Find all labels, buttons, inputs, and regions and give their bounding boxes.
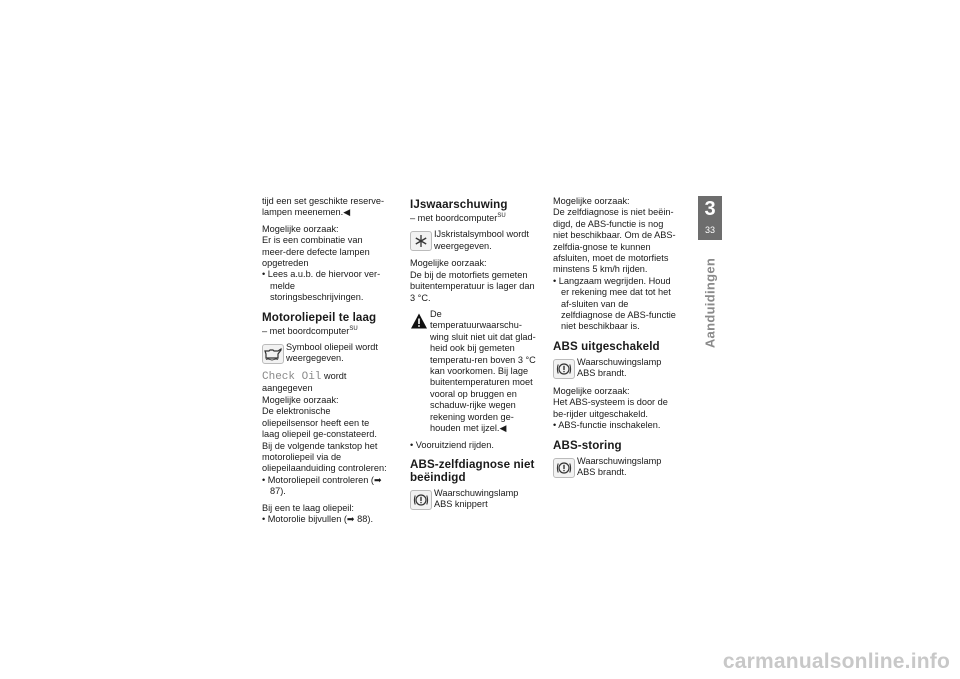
heading-abs-selfdiagnosis: ABS-zelfdiagnose niet beëindigd: [410, 457, 535, 484]
snowflake-icon: [410, 231, 432, 251]
heading-ice-warning: IJswaarschuwing: [410, 198, 508, 211]
column-1: [262, 196, 388, 530]
chapter-tab: [698, 196, 722, 240]
abs-icon-row: [553, 456, 679, 480]
section-label: Aanduidingen: [702, 257, 718, 349]
bullet-item: • Langzaam wegrijden. Houd er rekening mee dat tot het af-sluiten van de zelfdiagnose de ABS-functie niet beschikbaar is.: [553, 275, 676, 332]
page-number: 33: [704, 225, 715, 235]
cause-label: Mogelijke oorzaak:: [553, 196, 630, 206]
ice-icon-row: [410, 229, 536, 253]
heading-abs-disabled: ABS uitgeschakeld: [553, 339, 660, 353]
cause-text: De zelfdiagnose is niet beëin-digd, de ABS-functie is nog niet beschikbaar. Om de ABS-zelfdia-gnose te kunnen afsluiten, moet de motorfiets minstens 5 km/h rijden.: [553, 207, 676, 275]
abs-icon-row: [410, 488, 536, 512]
cause-text: Er is een combinatie van meer-dere defecte lampen opgetreden: [262, 235, 370, 269]
bullet-item: • Vooruitziend rijden.: [410, 439, 494, 450]
abs-warning-icon: [410, 490, 432, 510]
abs-icon-row: [553, 357, 679, 381]
bullet-item: • Motorolie bijvullen (➡ 88).: [262, 513, 373, 524]
bullet-item: • Motoroliepeil controleren (➡ 87).: [262, 474, 382, 497]
warning-triangle-icon: [410, 312, 428, 330]
warning-block: De temperatuurwaarschu-wing sluit niet uit dat glad-heid ook bij gemeten temperatu-ren boven 3 °C kan voorkomen. Bij lage buitentemperaturen moet vooral op bruggen en schaduw-rijke wegen rekening worden ge-houden met ijzel.◀: [410, 309, 536, 434]
oil-can-icon: [262, 344, 284, 364]
icon-description: Waarschuwingslamp ABS brandt.: [577, 356, 662, 379]
bullet-item: • ABS-functie inschakelen.: [553, 420, 661, 431]
cause-label: Mogelijke oorzaak:: [410, 258, 487, 269]
heading-oil-level: Motoroliepeil te laag: [262, 310, 377, 324]
watermark: carmanualsonline.info: [722, 650, 950, 673]
cause-text: Het ABS-systeem is door de be-rijder uitgeschakeld.: [553, 397, 668, 419]
cause-label: Mogelijke oorzaak:: [262, 223, 339, 234]
check-oil-line: Check Oil wordt aangegeven: [262, 371, 347, 394]
column-2: [410, 196, 536, 517]
oil-icon-row: [262, 342, 388, 366]
dash-line: – met boordcomputer$^{SU}$: [410, 212, 506, 223]
cause-label: Mogelijke oorzaak:: [553, 385, 630, 396]
icon-description: Waarschuwingslamp ABS brandt.: [577, 455, 662, 477]
chapter-number: 3: [704, 198, 716, 220]
dash-line: – met boordcomputer$^{SU}$: [262, 325, 358, 336]
abs-warning-icon: [553, 458, 575, 478]
cause-label: Mogelijke oorzaak:: [262, 394, 339, 405]
abs-warning-icon: [553, 359, 575, 379]
intro-text: tijd een set geschikte reserve-lampen meenemen.◀: [262, 196, 385, 218]
heading-abs-fault: ABS-storing: [553, 438, 622, 452]
icon-description: Waarschuwingslamp ABS knippert: [434, 487, 519, 510]
cause-text: De bij de motorfiets gemeten buitentemperatuur is lager dan 3 °C.: [410, 269, 535, 303]
bullet-item: • Lees a.u.b. de hiervoor ver-melde storingsbeschrijvingen.: [262, 269, 381, 303]
check-oil-display: Check Oil: [262, 371, 322, 384]
cause-text: De elektronische oliepeilsensor heeft een te laag oliepeil ge-constateerd. Bij de volgende tankstop het motoroliepeil via de oliepeilaanduiding controleren:: [262, 406, 387, 474]
icon-description: Symbool oliepeil wordt weergegeven.: [286, 342, 378, 364]
column-3: [553, 196, 679, 485]
low-oil-label: Bij een te laag oliepeil:: [262, 502, 354, 513]
icon-description: IJskristalsymbool wordt weergegeven.: [434, 229, 529, 251]
